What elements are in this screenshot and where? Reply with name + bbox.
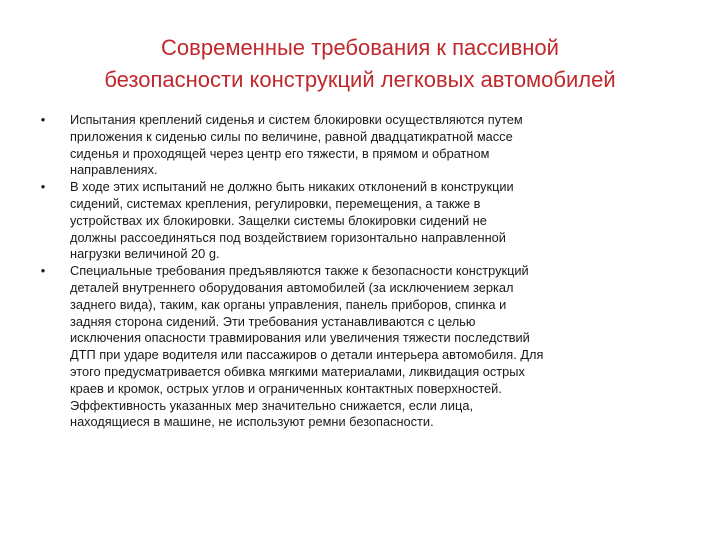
bullet-item: [36, 179, 686, 263]
bullet-text-line: деталей внутреннего оборудования автомобилей (за исключением зеркал: [70, 279, 514, 295]
bullet-text-line: ДТП при ударе водителя или пассажиров о детали интерьера автомобиля. Для: [70, 347, 544, 363]
bullet-text-line: задняя сторона сидений. Эти требования устанавливаются с целью: [70, 313, 476, 329]
bullet-dot: •: [40, 179, 46, 195]
bullet-text-line: В ходе этих испытаний не должно быть никаких отклонений в конструкции: [70, 179, 514, 195]
slide-title-line: Современные требования к пассивной: [161, 35, 559, 60]
bullet-text-line: находящиеся в машине, не используют ремни безопасности.: [70, 414, 434, 430]
bullet-text-line: исключения опасности травмирования или увеличения тяжести последствий: [70, 330, 530, 346]
bullet-text-line: Эффективность указанных мер значительно снижается, если лица,: [70, 397, 474, 413]
bullet-text-line: заднего вида), таким, как органы управления, панель приборов, спинка и: [70, 296, 507, 312]
bullet-text-line: направлениях.: [70, 162, 158, 178]
bullet-text-line: сиденья и проходящей через центр его тяжести, в прямом и обратном: [70, 145, 490, 161]
bullet-text-line: Специальные требования предъявляются также к безопасности конструкций: [70, 263, 529, 279]
bullet-item: [36, 263, 686, 431]
bullet-text-line: приложения к сиденью силы по величине, равной двадцатикратной массе: [70, 128, 513, 144]
bullet-text-line: Испытания креплений сиденья и систем блокировки осуществляются путем: [70, 112, 523, 127]
bullet-list: [36, 112, 686, 431]
bullet-dot: •: [40, 263, 46, 279]
bullet-item: [36, 112, 686, 179]
bullet-text-line: этого предусматривается обивка мягкими материалами, ликвидация острых: [70, 363, 525, 379]
bullet-text-line: устройствах их блокировки. Защелки системы блокировки сидений не: [70, 212, 487, 228]
slide-title: [30, 32, 690, 96]
bullet-text-line: сидений, системах крепления, регулировки, перемещения, а также в: [70, 195, 481, 211]
bullet-dot: •: [40, 112, 46, 127]
bullet-text-line: нагрузки величиной 20 g.: [70, 246, 220, 262]
bullet-text-line: должны рассоединяться под воздействием горизонтально направленной: [70, 229, 506, 245]
bullet-text-line: краев и кромок, острых углов и ограниченных контактных поверхностей.: [70, 380, 502, 396]
slide-title-line: безопасности конструкций легковых автомобилей: [104, 67, 616, 92]
